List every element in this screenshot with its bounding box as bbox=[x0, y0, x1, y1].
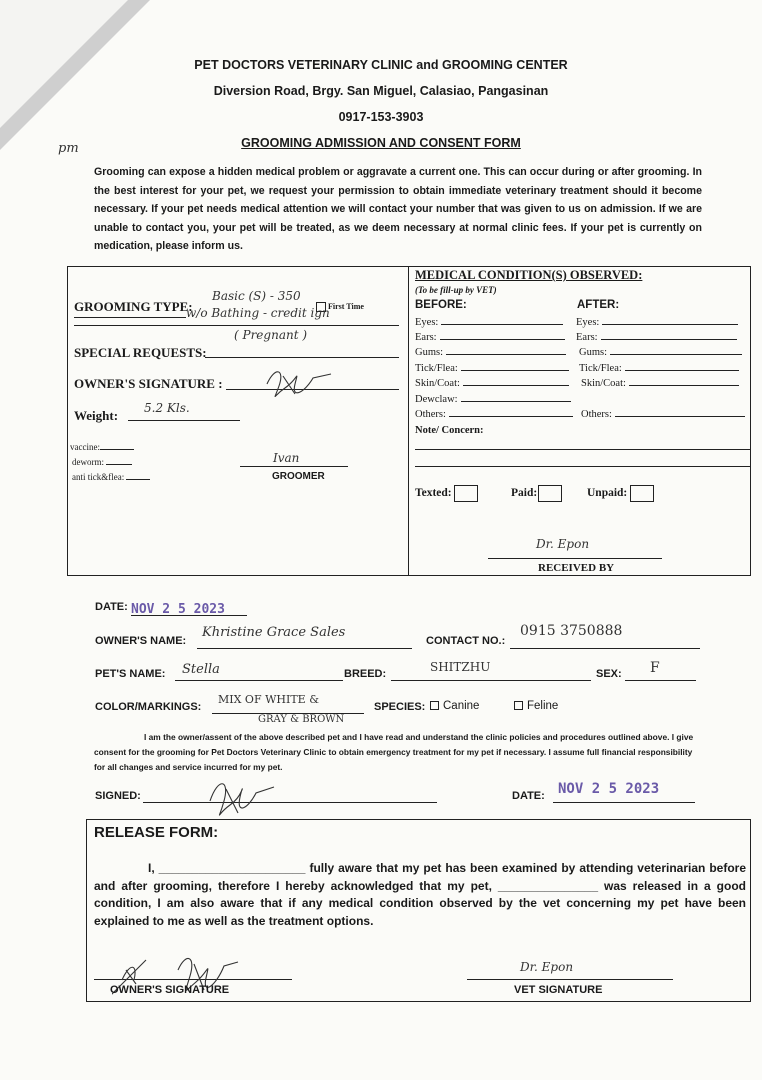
received-by-label: RECEIVED BY bbox=[538, 562, 615, 574]
unpaid-checkbox[interactable]: Unpaid: bbox=[587, 485, 654, 502]
pet-name-line bbox=[175, 680, 343, 681]
before-tick-flea: Tick/Flea: bbox=[415, 363, 569, 374]
clinic-address: Diversion Road, Brgy. San Miguel, Calasiao, Pangasinan bbox=[213, 84, 549, 98]
note-line-2 bbox=[415, 466, 750, 467]
box-divider bbox=[408, 267, 409, 575]
grooming-type-value: Basic (S) - 350 bbox=[212, 289, 301, 303]
color-markings-value-2: GRAY & BROWN bbox=[258, 714, 345, 725]
after-eyes: Eyes: bbox=[576, 317, 738, 328]
weight-label: Weight: bbox=[74, 408, 119, 423]
after-ears: Ears: bbox=[576, 332, 737, 343]
grooming-type-label: GROOMING TYPE: bbox=[74, 299, 193, 314]
date2-label: DATE: bbox=[512, 790, 545, 802]
signed-label: SIGNED: bbox=[95, 790, 141, 802]
medical-subtitle: (To be fill-up by VET) bbox=[415, 285, 497, 295]
groomer-label: GROOMER bbox=[272, 471, 325, 482]
date-label: DATE: bbox=[95, 601, 128, 613]
signed-line bbox=[143, 802, 437, 803]
species-label: SPECIES: bbox=[374, 701, 426, 713]
color-markings-value: MIX OF WHITE & bbox=[218, 693, 319, 706]
date2-line bbox=[553, 802, 695, 803]
breed-line bbox=[391, 680, 591, 681]
vet-signature-line bbox=[467, 979, 673, 980]
consent-paragraph: I am the owner/assent of the above described pet and I have read and understand the clinic policies and procedures outlined above. I give consent for the grooming for Pet Doctors Veterinary Clinic to obtain emergency treatment for my pet if necessary. I assume full financial responsibility for all changes and service incurred for my pet. bbox=[94, 732, 694, 772]
feline-checkbox[interactable]: Feline bbox=[514, 700, 558, 712]
owner-signed-scribble bbox=[200, 773, 280, 817]
owner-name-label: OWNER'S NAME: bbox=[95, 635, 187, 647]
form-title: GROOMING ADMISSION AND CONSENT FORM bbox=[241, 136, 521, 150]
tick-flea-label: anti tick&flea: bbox=[72, 472, 150, 482]
grooming-type-line-2 bbox=[74, 325, 399, 326]
after-others: Others: bbox=[581, 409, 745, 420]
contact-value: 0915 3750888 bbox=[520, 623, 623, 639]
release-paragraph: I, ______________________ fully aware that my pet has been examined by attending veterinarian before and after grooming, therefore I hereby acknowledged that my pet, _______________ was released in a good condition, I am also aware that if any medical condition observed by the vet concerning my pet have been explained to me as well as the treatment options. bbox=[94, 861, 746, 928]
deworm-label: deworm: bbox=[72, 457, 132, 467]
clinic-phone: 0917-153-3903 bbox=[338, 110, 424, 124]
note-concern-label: Note/ Concern: bbox=[415, 425, 484, 436]
paid-checkbox[interactable]: Paid: bbox=[511, 485, 562, 502]
date2-stamp: NOV 2 5 2023 bbox=[558, 781, 660, 797]
weight-value: 5.2 Kls. bbox=[144, 401, 190, 415]
after-gums: Gums: bbox=[579, 347, 742, 358]
after-tick-flea: Tick/Flea: bbox=[579, 363, 739, 374]
owner-signature-scribble bbox=[255, 364, 335, 398]
vet-signature-label: VET SIGNATURE bbox=[514, 984, 603, 996]
grooming-type-value-2: w/o Bathing - credit ign bbox=[186, 306, 330, 320]
medical-title: MEDICAL CONDITION(S) OBSERVED: bbox=[415, 268, 643, 282]
pet-name-label: PET'S NAME: bbox=[95, 668, 166, 680]
sex-value: F bbox=[650, 660, 660, 676]
grooming-type-line bbox=[74, 317, 186, 318]
after-skin-coat: Skin/Coat: bbox=[581, 378, 739, 389]
release-title: RELEASE FORM: bbox=[94, 824, 219, 841]
margin-note: pm bbox=[58, 141, 79, 156]
contact-label: CONTACT NO.: bbox=[426, 635, 506, 647]
weight-line bbox=[128, 420, 240, 421]
color-markings-label: COLOR/MARKINGS: bbox=[95, 701, 202, 713]
owner-signature-release-label: OWNER'S SIGNATURE bbox=[110, 984, 230, 996]
breed-label: BREED: bbox=[344, 668, 387, 680]
owner-name-line bbox=[197, 648, 412, 649]
vaccine-label: vaccine: bbox=[70, 442, 134, 452]
before-ears: Ears: bbox=[415, 332, 565, 343]
date-line bbox=[131, 615, 247, 616]
note-line-1 bbox=[415, 449, 750, 450]
first-time-checkbox[interactable]: First Time bbox=[316, 302, 364, 312]
breed-value: SHITZHU bbox=[430, 660, 491, 674]
owner-signature-label: OWNER'S SIGNATURE : bbox=[74, 376, 223, 391]
date-stamp: NOV 2 5 2023 bbox=[131, 602, 225, 617]
groomer-name: Ivan bbox=[273, 451, 300, 465]
before-eyes: Eyes: bbox=[415, 317, 563, 328]
canine-checkbox[interactable]: Canine bbox=[430, 700, 479, 712]
sex-line bbox=[625, 680, 696, 681]
groomer-line bbox=[240, 466, 348, 467]
received-by-signature: Dr. Epon bbox=[536, 537, 590, 551]
sex-label: SEX: bbox=[596, 668, 622, 680]
after-label: AFTER: bbox=[577, 299, 620, 311]
before-skin-coat: Skin/Coat: bbox=[415, 378, 569, 389]
before-label: BEFORE: bbox=[415, 299, 467, 311]
owner-name-value: Khristine Grace Sales bbox=[202, 625, 346, 640]
special-requests-value: ( Pregnant ) bbox=[234, 328, 308, 342]
intro-paragraph: Grooming can expose a hidden medical problem or aggravate a current one. This can occur during or after grooming. In the best interest for your pet, we request your permission to obtain immediate veterinary treatment should it become necessary. If your pet needs medical attention we will contact your number that was given to us on admission. If we are unable to contact you, your pet will be treated, as we deem necessary at normal clinic fees. If your pet is currently on medication, please inform us. bbox=[94, 166, 702, 253]
received-by-line bbox=[488, 558, 662, 559]
special-requests-line bbox=[205, 357, 399, 358]
vet-signature: Dr. Epon bbox=[520, 960, 574, 974]
before-gums: Gums: bbox=[415, 347, 566, 358]
before-dewclaw: Dewclaw: bbox=[415, 394, 571, 405]
contact-line bbox=[510, 648, 700, 649]
special-requests-label: SPECIAL REQUESTS: bbox=[74, 345, 207, 360]
texted-checkbox[interactable]: Texted: bbox=[415, 485, 478, 502]
before-others: Others: bbox=[415, 409, 573, 420]
pet-name-value: Stella bbox=[182, 662, 220, 677]
clinic-name: PET DOCTORS VETERINARY CLINIC and GROOMING CENTER bbox=[194, 58, 568, 72]
